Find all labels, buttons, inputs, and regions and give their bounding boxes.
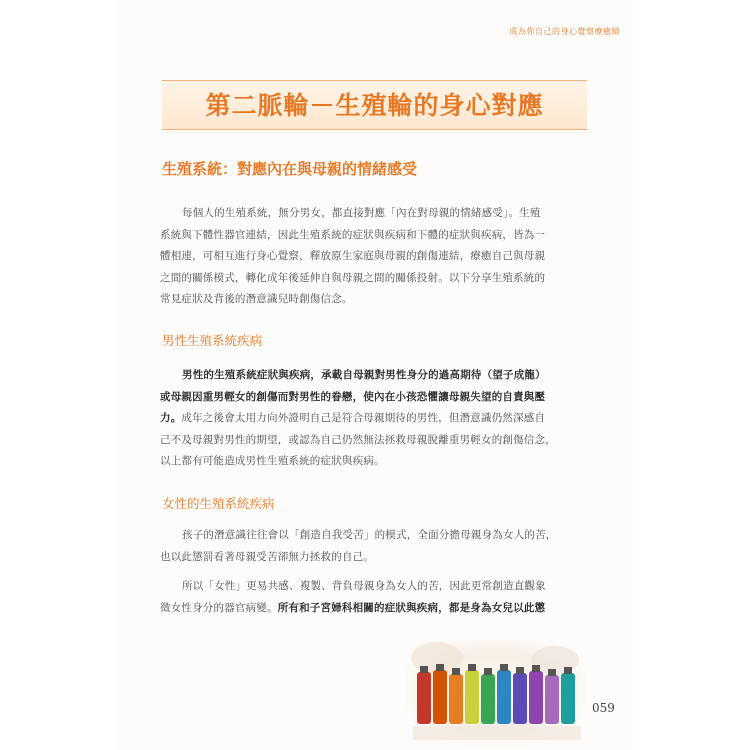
male-line: 或母親因重男輕女的創傷而對男性的眷戀，使內在小孩恐懼讓母親失望的自責與壓 — [160, 390, 546, 403]
page-number: 059 — [592, 701, 615, 715]
intro-paragraph — [160, 203, 590, 311]
essential-oil-bottles-photo — [405, 640, 585, 750]
male-line: 男性的生殖系統症狀與疾病，承載自母親對男性身分的過高期待（望子成龍） — [182, 369, 546, 381]
male-heading: 男性生殖系統疾病 — [162, 333, 263, 348]
intro-line: 體相連，可相互進行身心覺察，釋放原生家庭與母親的創傷連結，療癒自己與母親 — [160, 250, 546, 262]
chapter-title: 第二脈輪－生殖輪的身心對應 — [205, 91, 544, 120]
female-line: 所以「女性」更易共感、複製、背負母親身為女人的苦，因此更常創造直觀象 — [182, 580, 546, 592]
male-line — [160, 408, 590, 430]
male-line-rest: 成年之後會太用力向外證明自己是符合母親期待的男性，但潛意識仍然深感自 — [181, 412, 546, 424]
female-line — [160, 598, 590, 620]
intro-line: 系統與下體性器官連結，因此生殖系統的症狀與疾病和下體的症狀與疾病，皆為一 — [160, 228, 546, 241]
intro-line: 常見症狀及背後的潛意識兒時創傷信念。 — [160, 293, 353, 305]
female-line: 孩子的潛意識往往會以「創造自我受苦」的模式，全面分擔母親身為女人的苦， — [182, 529, 557, 541]
male-paragraph — [160, 365, 590, 473]
female-paragraph-2 — [160, 576, 590, 619]
male-line-bold: 力。 — [160, 412, 182, 424]
female-line: 也以此懲罰看著母親受苦卻無力拯救的自己。 — [160, 550, 374, 563]
section-title: 生殖系統：對應內在與母親的情緒感受 — [162, 160, 418, 178]
female-heading: 女性的生殖系統疾病 — [162, 496, 275, 511]
male-line: 以上都有可能造成男性生殖系統的症狀與疾病。 — [160, 455, 385, 467]
intro-line: 之間的關係模式，轉化成年後延伸自與母親之間的關係投射。以下分享生殖系統的 — [160, 271, 546, 284]
running-head: 成為你自己的身心覺察療癒師 — [509, 27, 620, 36]
female-line-rest: 徵女性身分的器官病變。 — [160, 601, 278, 614]
female-paragraph-1 — [160, 525, 590, 568]
male-line: 己不及母親對男性的期望，或認為自己仍然無法拯救母親脫離重男輕女的創傷信念， — [160, 433, 556, 446]
intro-line: 每個人的生殖系統，無分男女，都直接對應「內在對母親的情緒感受」。生殖 — [182, 207, 541, 219]
female-line-bold: 所有和子宮婦科相關的症狀與疾病，都是身為女兒以此懲 — [277, 601, 546, 614]
